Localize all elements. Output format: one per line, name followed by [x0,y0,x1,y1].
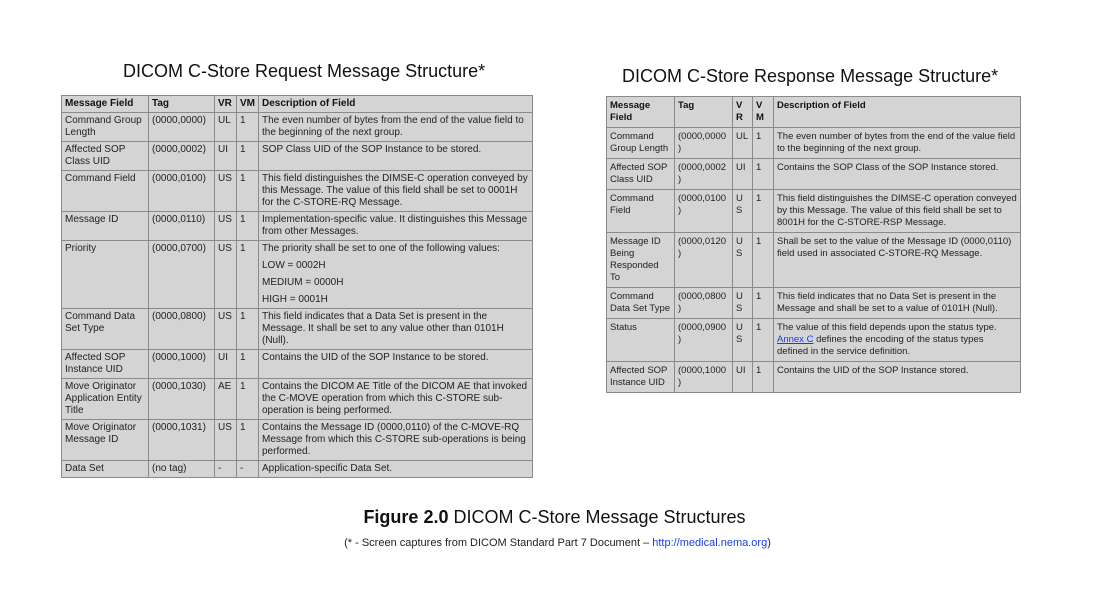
table-row [62,241,533,309]
header-vr: VR [733,97,753,128]
table-row [62,171,533,212]
description-text: The priority shall be set to one of the following values: [262,243,500,254]
description-text: This field distinguishes the DIMSE-C operation conveyed by this Message. The value of this field shall be set to 0001H for the C-STORE-RQ Message. [262,173,528,208]
table-row [607,233,1021,288]
description-cell [774,159,1021,190]
vr-cell: UI [215,350,237,379]
message-field-cell: Status [607,319,675,362]
description-text: The even number of bytes from the end of the value field to the beginning of the next group. [777,131,1016,154]
description-cell [774,233,1021,288]
tag-cell: (0000,0100) [675,190,733,233]
description-text: This field distinguishes the DIMSE-C operation conveyed by this Message. The value of this field shall be set to 8001H for the C-STORE-RSP Message. [777,193,1017,228]
tag-cell: (0000,0900) [675,319,733,362]
priority-value: HIGH = 0001H [262,294,328,305]
table-row [62,113,533,142]
vm-cell: 1 [237,171,259,212]
vr-cell: US [215,309,237,350]
vm-cell: 1 [237,113,259,142]
source-note-text: (* - Screen captures from DICOM Standard Part 7 Document – [344,537,653,549]
header-message-field: Message Field [607,97,675,128]
description-text: Application-specific Data Set. [262,463,393,474]
vm-cell: 1 [237,142,259,171]
source-note-close: ) [767,537,771,549]
message-field-cell: Priority [62,241,149,309]
priority-value: LOW = 0002H [262,260,326,271]
message-field-cell: Move Originator Message ID [62,420,149,461]
header-description: Description of Field [259,96,533,113]
table-row [607,159,1021,190]
response-table-title: DICOM C-Store Response Message Structure* [622,66,999,86]
tag-cell: (0000,0100) [149,171,215,212]
table-row [62,309,533,350]
table-row [62,379,533,420]
table-row [62,461,533,478]
description-cell [774,319,1021,362]
vr-cell: US [215,212,237,241]
vr-cell: UL [215,113,237,142]
source-url-link[interactable]: http://medical.nema.org [652,537,768,549]
tag-cell: (0000,0800) [675,288,733,319]
priority-value: MEDIUM = 0000H [262,277,344,288]
response-message-table [606,96,1021,393]
vm-cell: 1 [753,319,774,362]
table-row [607,288,1021,319]
description-cell [259,350,533,379]
vr-cell: AE [215,379,237,420]
description-text: This field indicates that no Data Set is present in the Message and shall be set to a value of 0101H (Null). [777,291,998,314]
vr-cell: - [215,461,237,478]
figure-caption-text: DICOM C-Store Message Structures [448,507,746,527]
header-tag: Tag [149,96,215,113]
vr-cell: UL [733,128,753,159]
tag-cell: (0000,0700) [149,241,215,309]
message-field-cell: Command Group Length [607,128,675,159]
header-tag: Tag [675,97,733,128]
description-cell [259,309,533,350]
description-cell [259,171,533,212]
annex-c-link[interactable]: Annex C [777,334,814,345]
vm-cell: 1 [237,212,259,241]
description-text: Contains the SOP Class of the SOP Instance stored. [777,162,999,173]
description-text: The even number of bytes from the end of the value field to the beginning of the next group. [262,115,524,138]
description-text: Contains the Message ID (0000,0110) of the C-MOVE-RQ Message from which this C-STORE sub-operations is being performed. [262,422,526,457]
message-field-cell: Affected SOP Instance UID [62,350,149,379]
vm-cell: 1 [237,420,259,461]
tag-cell: (no tag) [149,461,215,478]
tag-cell: (0000,1000) [675,362,733,393]
description-cell [774,128,1021,159]
description-text: Contains the DICOM AE Title of the DICOM AE that invoked the C-MOVE operation from which this C-STORE sub-operation is being performed. [262,381,528,416]
tag-cell: (0000,0120) [675,233,733,288]
vm-cell: 1 [237,241,259,309]
vr-cell: US [733,288,753,319]
header-message-field: Message Field [62,96,149,113]
vr-cell: UI [215,142,237,171]
vm-cell: 1 [753,288,774,319]
description-cell [259,241,533,309]
description-cell [774,362,1021,393]
vr-cell: US [215,420,237,461]
tag-cell: (0000,0002) [149,142,215,171]
description-cell [774,288,1021,319]
description-cell [259,379,533,420]
description-text: This field indicates that a Data Set is present in the Message. It shall be set to any value other than 0101H (Null). [262,311,504,346]
tag-cell: (0000,0800) [149,309,215,350]
message-field-cell: Message ID Being Responded To [607,233,675,288]
tag-cell: (0000,0002) [675,159,733,190]
vm-cell: 1 [753,190,774,233]
vm-cell: 1 [753,362,774,393]
vm-cell: 1 [753,128,774,159]
description-cell [259,461,533,478]
table-row [62,212,533,241]
header-vr: VR [215,96,237,113]
figure-label: Figure 2.0 [363,507,449,527]
vr-cell: US [215,171,237,212]
request-message-table [61,95,533,478]
vr-cell: UI [733,159,753,190]
vm-cell: 1 [237,379,259,420]
table-row [62,142,533,171]
table-row [607,128,1021,159]
vr-cell: US [733,190,753,233]
description-cell [259,142,533,171]
message-field-cell: Command Group Length [62,113,149,142]
message-field-cell: Command Data Set Type [607,288,675,319]
header-vm: VM [237,96,259,113]
description-text: SOP Class UID of the SOP Instance to be stored. [262,144,482,155]
vm-cell: 1 [237,350,259,379]
header-vm: VM [753,97,774,128]
figure-caption [0,507,1109,528]
table-row [607,319,1021,362]
description-cell [774,190,1021,233]
table-row [607,190,1021,233]
vr-cell: US [733,319,753,362]
tag-cell: (0000,1030) [149,379,215,420]
description-text-after: defines the encoding of the status types defined in the service definition. [777,334,984,357]
vm-cell: 1 [753,159,774,190]
vm-cell: 1 [753,233,774,288]
description-cell [259,212,533,241]
description-text: The value of this field depends upon the status type. [777,322,997,333]
tag-cell: (0000,1000) [149,350,215,379]
table-row [62,420,533,461]
table-row [607,362,1021,393]
vm-cell: - [237,461,259,478]
message-field-cell: Move Originator Application Entity Title [62,379,149,420]
source-note [0,537,1109,549]
description-cell [259,113,533,142]
description-text: Implementation-specific value. It distinguishes this Message from other Messages. [262,214,528,237]
description-cell [259,420,533,461]
header-description: Description of Field [774,97,1021,128]
vr-cell: UI [733,362,753,393]
message-field-cell: Data Set [62,461,149,478]
message-field-cell: Affected SOP Class UID [62,142,149,171]
message-field-cell: Affected SOP Class UID [607,159,675,190]
tag-cell: (0000,1031) [149,420,215,461]
message-field-cell: Message ID [62,212,149,241]
table-header-row [607,97,1021,128]
message-field-cell: Command Data Set Type [62,309,149,350]
table-row [62,350,533,379]
tag-cell: (0000,0110) [149,212,215,241]
message-field-cell: Affected SOP Instance UID [607,362,675,393]
description-text: Shall be set to the value of the Message ID (0000,0110) field used in associated C-STORE-RQ Message. [777,236,1012,259]
tag-cell: (0000,0000) [149,113,215,142]
request-table-title: DICOM C-Store Request Message Structure* [123,61,486,81]
description-text: Contains the UID of the SOP Instance stored. [777,365,969,376]
vm-cell: 1 [237,309,259,350]
message-field-cell: Command Field [607,190,675,233]
tag-cell: (0000,0000) [675,128,733,159]
message-field-cell: Command Field [62,171,149,212]
table-header-row [62,96,533,113]
description-text: Contains the UID of the SOP Instance to be stored. [262,352,489,363]
vr-cell: US [733,233,753,288]
vr-cell: US [215,241,237,309]
